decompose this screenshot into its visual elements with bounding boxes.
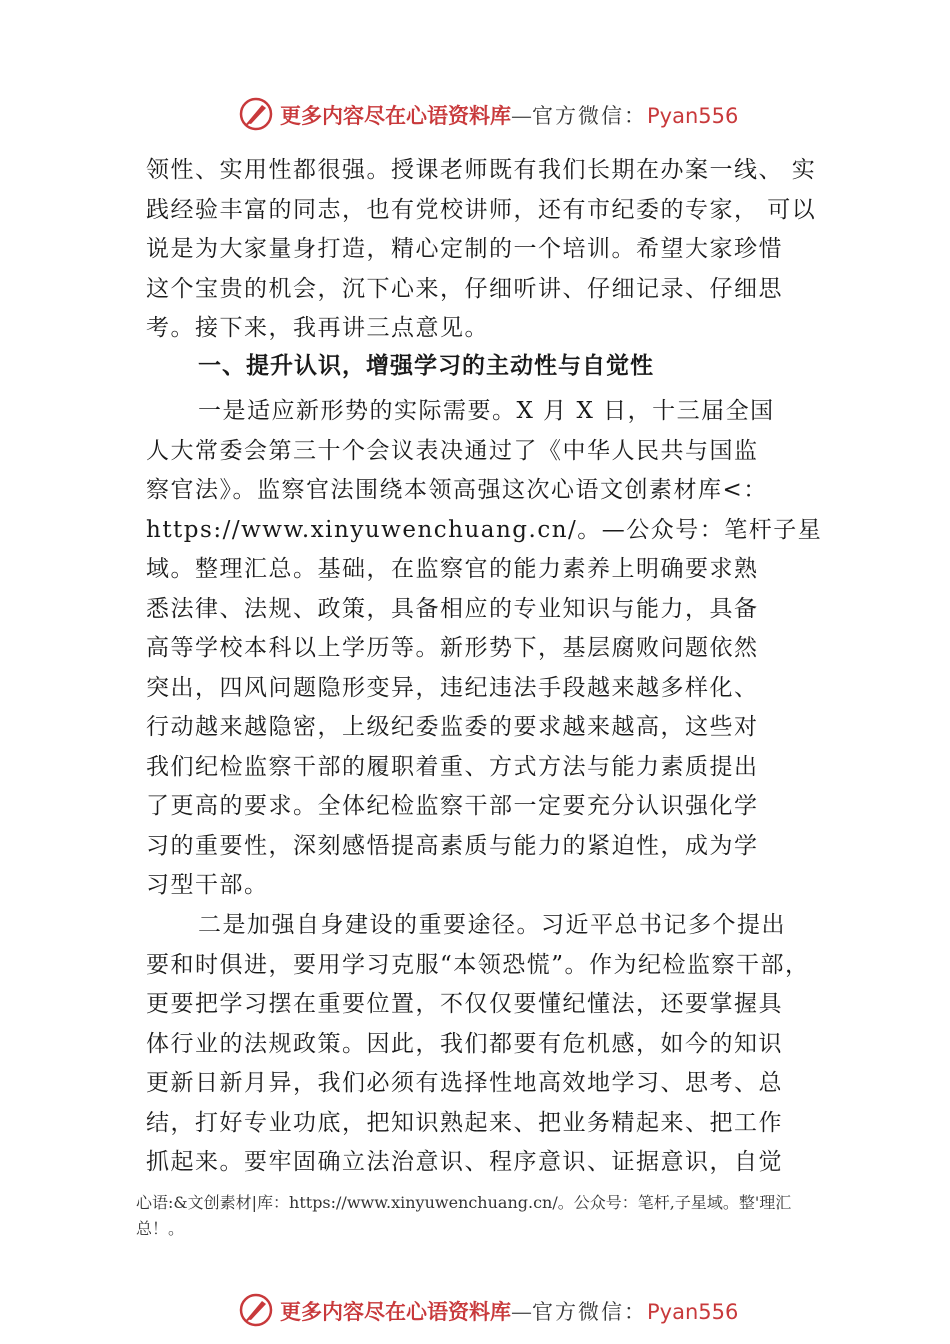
text-line: 域。整理汇总。基础，在监察官的能力素养上明确要求熟 xyxy=(146,556,759,582)
text-line: https://www.xinyuwenchuang.cn/。—公众号：笔杆子星 xyxy=(146,516,823,543)
text-line: 二是加强自身建设的重要途径。习近平总书记多个提出 xyxy=(198,912,786,938)
banner-main: 更多内容尽在心语资料库 xyxy=(280,103,511,128)
text-line: 说是为大家量身打造，精心定制的一个培训。希望大家珍惜 xyxy=(146,236,783,262)
text-line: 我们纪检监察干部的履职着重、方式方法与能力素质提出 xyxy=(146,753,759,780)
text-line: 人大常委会第三十个会议表决通过了《中华人民共与国监 xyxy=(146,437,759,464)
header-banner xyxy=(0,94,950,134)
text-line: 突出，四风问题隐形变异，违纪违法手段越来越多样化、 xyxy=(146,674,759,701)
banner-dash: — xyxy=(511,104,532,128)
text-line: 了更高的要求。全体纪检监察干部一定要充分认识强化学 xyxy=(146,793,759,819)
text-line: 要和时俱进，要用学习克服“本领恐慌”。作为纪检监察干部， xyxy=(146,951,810,978)
text-line: 习的重要性，深刻感悟提高素质与能力的紧迫性，成为学 xyxy=(146,832,759,859)
banner-main: 更多内容尽在心语资料库 xyxy=(280,1299,511,1324)
text-line: 践经验丰富的同志，也有党校讲师，还有市纪委的专家， 可以 xyxy=(146,196,817,223)
footer-watermark-note xyxy=(136,1190,836,1242)
text-line: 行动越来越隐密，上级纪委监委的要求越来越高，这些对 xyxy=(146,714,759,740)
banner-wechat-id: Pyan556 xyxy=(647,104,739,128)
banner-wechat-id: Pyan556 xyxy=(647,1300,739,1324)
banner-dash: — xyxy=(511,1300,532,1324)
text-line: 结，打好专业功底，把知识熟起来、把业务精起来、把工作 xyxy=(146,1109,783,1136)
text-line: 这个宝贵的机会，沉下心来，仔细听讲、仔细记录、仔细思 xyxy=(146,275,783,302)
banner-wechat-label: 官方微信： xyxy=(532,1300,647,1324)
footer-banner xyxy=(0,1290,950,1330)
paragraph-point-one xyxy=(146,392,823,906)
quill-logo-icon xyxy=(238,96,274,132)
banner-text xyxy=(280,100,738,130)
text-line: 更要把学习摆在重要位置，不仅仅要懂纪懂法，还要掌握具 xyxy=(146,991,783,1017)
text-line: 察官法》。监察官法围绕本领高强这次心语文创素材库<： xyxy=(146,477,768,503)
paragraph-point-two xyxy=(146,906,810,1183)
text-line: 习型干部。 xyxy=(146,872,269,898)
text-line: 悉法律、法规、政策，具备相应的专业知识与能力，具备 xyxy=(146,595,759,622)
text-line: 一是适应新形势的实际需要。X 月 X 日，十三届全国 xyxy=(198,398,775,424)
banner-wechat-label: 官方微信： xyxy=(532,104,647,128)
banner-text xyxy=(280,1296,738,1326)
text-line: 抓起来。要牢固确立法治意识、程序意识、证据意识，自觉 xyxy=(146,1149,783,1175)
text-line: 高等学校本科以上学历等。新形势下，基层腐败问题依然 xyxy=(146,635,759,661)
text-line: 考。接下来，我再讲三点意见。 xyxy=(146,315,489,341)
paragraph-intro xyxy=(146,151,817,349)
footer-note-line: 总！。 xyxy=(136,1219,185,1238)
footer-note-line: 心语:&文创素材|库：https://www.xinyuwenchuang.cn/。公众号：笔杆,子星域。整'理汇 xyxy=(136,1193,792,1212)
text-line: 更新日新月异，我们必须有选择性地高效地学习、思考、总 xyxy=(146,1070,783,1096)
quill-logo-icon xyxy=(238,1292,274,1328)
section-heading: 一、提升认识，增强学习的主动性与自觉性 xyxy=(198,353,654,379)
text-line: 领性、实用性都很强。授课老师既有我们长期在办案一线、 实 xyxy=(146,157,817,183)
text-line: 体行业的法规政策。因此，我们都要有危机感，如今的知识 xyxy=(146,1030,783,1057)
